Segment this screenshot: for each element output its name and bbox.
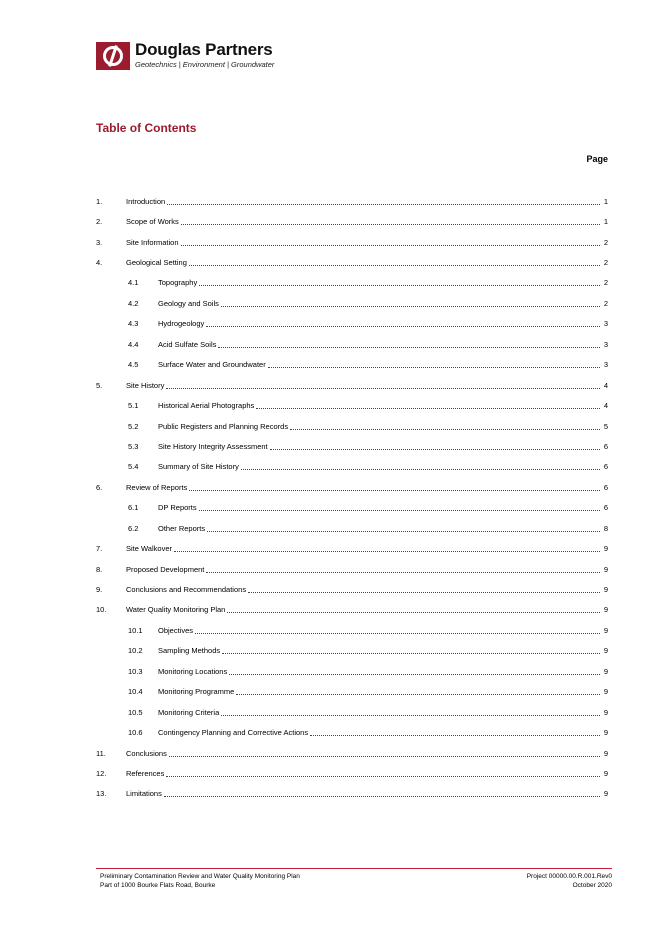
toc-entry[interactable] (96, 334, 608, 354)
toc-entry-number: 11. (96, 748, 106, 758)
footer-date: October 2020 (572, 882, 612, 889)
toc-entry-number: 12. (96, 768, 107, 778)
toc-dot-leader (268, 366, 600, 368)
toc-entry-number: 4. (96, 258, 103, 268)
toc-entry-page: 6 (603, 482, 608, 492)
toc-entry-title: Site History Integrity Assessment (158, 441, 268, 451)
toc-entry[interactable] (96, 559, 608, 579)
toc-dot-leader (181, 223, 600, 225)
toc-dot-leader (195, 632, 600, 634)
toc-dot-leader (189, 264, 600, 266)
toc-dot-leader (167, 203, 600, 205)
toc-entry[interactable] (96, 375, 608, 395)
toc-entry-title: Introduction (126, 196, 166, 206)
toc-entry[interactable] (96, 457, 608, 477)
toc-entry-number: 10.6 (128, 728, 143, 738)
toc-entry-page: 9 (603, 646, 608, 656)
toc-entry-title: Conclusions (126, 748, 167, 758)
toc-entry-title: Topography (158, 278, 198, 288)
toc-dot-leader (189, 489, 600, 491)
toc-dot-leader (310, 734, 600, 736)
toc-entry[interactable] (96, 743, 608, 763)
toc-dot-leader (206, 325, 600, 327)
toc-dot-leader (169, 755, 600, 757)
toc-entry-page: 2 (603, 278, 608, 288)
toc-entry-title: Monitoring Programme (158, 687, 235, 697)
toc-entry-number: 8. (96, 564, 103, 574)
toc-entry[interactable] (96, 436, 608, 456)
toc-entry-title: DP Reports (158, 503, 197, 513)
toc-entry-page: 1 (603, 196, 608, 206)
footer-divider (96, 868, 612, 869)
toc-entry-number: 13. (96, 789, 107, 799)
toc-dot-leader (166, 387, 600, 389)
toc-entry-number: 4.2 (128, 298, 139, 308)
toc-entry-number: 1. (96, 196, 103, 206)
toc-entry-page: 9 (603, 707, 608, 717)
toc-dot-leader (229, 673, 600, 675)
toc-entry-page: 9 (603, 748, 608, 758)
footer-project-number: Project 00000.00.R.001.Rev0 (526, 873, 612, 880)
toc-dot-leader (222, 652, 600, 654)
toc-entry-number: 10. (96, 605, 107, 615)
toc-dot-leader (199, 284, 600, 286)
toc-dot-leader (290, 428, 600, 430)
toc-dot-leader (236, 693, 600, 695)
toc-entry-title: Sampling Methods (158, 646, 221, 656)
toc-entry-page: 2 (603, 237, 608, 247)
toc-entry-page: 9 (603, 687, 608, 697)
toc-entry-page: 2 (603, 258, 608, 268)
toc-dot-leader (166, 775, 600, 777)
table-of-contents (96, 191, 608, 804)
toc-dot-leader (174, 550, 600, 552)
toc-entry-title: Objectives (158, 625, 194, 635)
toc-dot-leader (256, 407, 600, 409)
toc-entry-title: Site History (126, 380, 165, 390)
toc-entry-title: Review of Reports (126, 482, 188, 492)
toc-entry-page: 3 (603, 360, 608, 370)
toc-entry[interactable] (96, 682, 608, 702)
toc-entry[interactable] (96, 722, 608, 742)
toc-entry-page: 9 (603, 625, 608, 635)
toc-entry-page: 9 (603, 728, 608, 738)
toc-entry-title: Scope of Works (126, 217, 179, 227)
toc-entry-title: Monitoring Locations (158, 666, 228, 676)
toc-entry-number: 6.1 (128, 503, 139, 513)
toc-entry[interactable] (96, 498, 608, 518)
toc-entry-number: 5.3 (128, 441, 139, 451)
toc-entry[interactable] (96, 784, 608, 804)
toc-entry-number: 4.4 (128, 339, 139, 349)
toc-entry-title: References (126, 768, 165, 778)
toc-entry-title: Site Walkover (126, 544, 172, 554)
toc-entry-number: 6.2 (128, 523, 139, 533)
toc-entry-page: 9 (603, 789, 608, 799)
toc-dot-leader (221, 714, 600, 716)
toc-entry-title: Limitations (126, 789, 162, 799)
toc-entry-number: 5.2 (128, 421, 139, 431)
toc-entry-title: Monitoring Criteria (158, 707, 220, 717)
toc-entry-page: 1 (603, 217, 608, 227)
toc-entry-title: Contingency Planning and Corrective Actions (158, 728, 309, 738)
toc-entry-title: Public Registers and Planning Records (158, 421, 289, 431)
toc-entry[interactable] (96, 293, 608, 313)
toc-entry-number: 10.4 (128, 687, 143, 697)
toc-title: Table of Contents (96, 121, 197, 135)
toc-entry-number: 6. (96, 482, 103, 492)
toc-entry[interactable] (96, 702, 608, 722)
toc-entry[interactable] (96, 395, 608, 415)
page-column-label: Page (586, 154, 608, 164)
toc-entry[interactable] (96, 661, 608, 681)
toc-entry-page: 3 (603, 339, 608, 349)
toc-entry-number: 5. (96, 380, 103, 390)
toc-entry-number: 10.1 (128, 625, 143, 635)
toc-entry-page: 9 (603, 768, 608, 778)
toc-entry-page: 9 (603, 666, 608, 676)
toc-entry-title: Conclusions and Recommendations (126, 585, 247, 595)
toc-entry[interactable] (96, 191, 608, 211)
toc-entry[interactable] (96, 211, 608, 231)
toc-entry-title: Hydrogeology (158, 319, 205, 329)
toc-dot-leader (270, 448, 600, 450)
toc-entry-page: 4 (603, 380, 608, 390)
toc-dot-leader (248, 591, 600, 593)
toc-entry[interactable] (96, 620, 608, 640)
toc-dot-leader (181, 244, 600, 246)
toc-entry-title: Surface Water and Groundwater (158, 360, 266, 370)
toc-entry-page: 9 (603, 564, 608, 574)
toc-entry[interactable] (96, 355, 608, 375)
toc-entry-number: 10.5 (128, 707, 143, 717)
toc-entry-page: 8 (603, 523, 608, 533)
toc-entry-page: 9 (603, 585, 608, 595)
toc-entry-number: 4.1 (128, 278, 139, 288)
toc-entry-page: 6 (603, 503, 608, 513)
toc-entry-page: 9 (603, 605, 608, 615)
toc-entry-page: 5 (603, 421, 608, 431)
dp-logo-icon (96, 42, 130, 70)
toc-dot-leader (199, 509, 600, 511)
toc-entry-number: 4.3 (128, 319, 139, 329)
toc-dot-leader (218, 346, 600, 348)
company-name: Douglas Partners (135, 40, 273, 59)
toc-entry-number: 10.2 (128, 646, 143, 656)
footer-report-title: Preliminary Contamination Review and Water Quality Monitoring Plan (100, 873, 300, 880)
toc-entry-number: 9. (96, 585, 103, 595)
toc-entry[interactable] (96, 600, 608, 620)
toc-entry-number: 5.4 (128, 462, 139, 472)
toc-entry-page: 6 (603, 441, 608, 451)
toc-entry[interactable] (96, 538, 608, 558)
toc-entry-title: Acid Sulfate Soils (158, 339, 217, 349)
company-tagline: Geotechnics | Environment | Groundwater (135, 60, 275, 69)
toc-entry[interactable] (96, 477, 608, 497)
toc-entry-title: Proposed Development (126, 564, 205, 574)
toc-entry-number: 10.3 (128, 666, 143, 676)
toc-entry-page: 9 (603, 544, 608, 554)
toc-dot-leader (207, 530, 600, 532)
toc-entry-number: 3. (96, 237, 103, 247)
toc-entry-title: Geological Setting (126, 258, 187, 268)
toc-dot-leader (221, 305, 600, 307)
toc-dot-leader (227, 611, 600, 613)
toc-entry-title: Other Reports (158, 523, 206, 533)
toc-entry-title: Historical Aerial Photographs (158, 401, 255, 411)
toc-entry-number: 7. (96, 544, 103, 554)
toc-entry-page: 2 (603, 298, 608, 308)
toc-entry[interactable] (96, 641, 608, 661)
toc-entry-title: Site Information (126, 237, 179, 247)
toc-entry-number: 2. (96, 217, 103, 227)
toc-entry-number: 4.5 (128, 360, 139, 370)
toc-entry[interactable] (96, 314, 608, 334)
toc-entry[interactable] (96, 763, 608, 783)
toc-entry[interactable] (96, 518, 608, 538)
toc-entry[interactable] (96, 232, 608, 252)
toc-entry[interactable] (96, 416, 608, 436)
toc-entry[interactable] (96, 273, 608, 293)
toc-entry-title: Summary of Site History (158, 462, 239, 472)
toc-entry-page: 3 (603, 319, 608, 329)
toc-entry-page: 4 (603, 401, 608, 411)
toc-dot-leader (241, 468, 600, 470)
toc-dot-leader (164, 795, 600, 797)
toc-entry-page: 6 (603, 462, 608, 472)
toc-entry-title: Geology and Soils (158, 298, 219, 308)
toc-dot-leader (206, 571, 600, 573)
toc-entry-number: 5.1 (128, 401, 139, 411)
toc-entry[interactable] (96, 252, 608, 272)
toc-entry[interactable] (96, 579, 608, 599)
toc-entry-title: Water Quality Monitoring Plan (126, 605, 226, 615)
footer-site-address: Part of 1000 Bourke Flats Road, Bourke (100, 882, 216, 889)
